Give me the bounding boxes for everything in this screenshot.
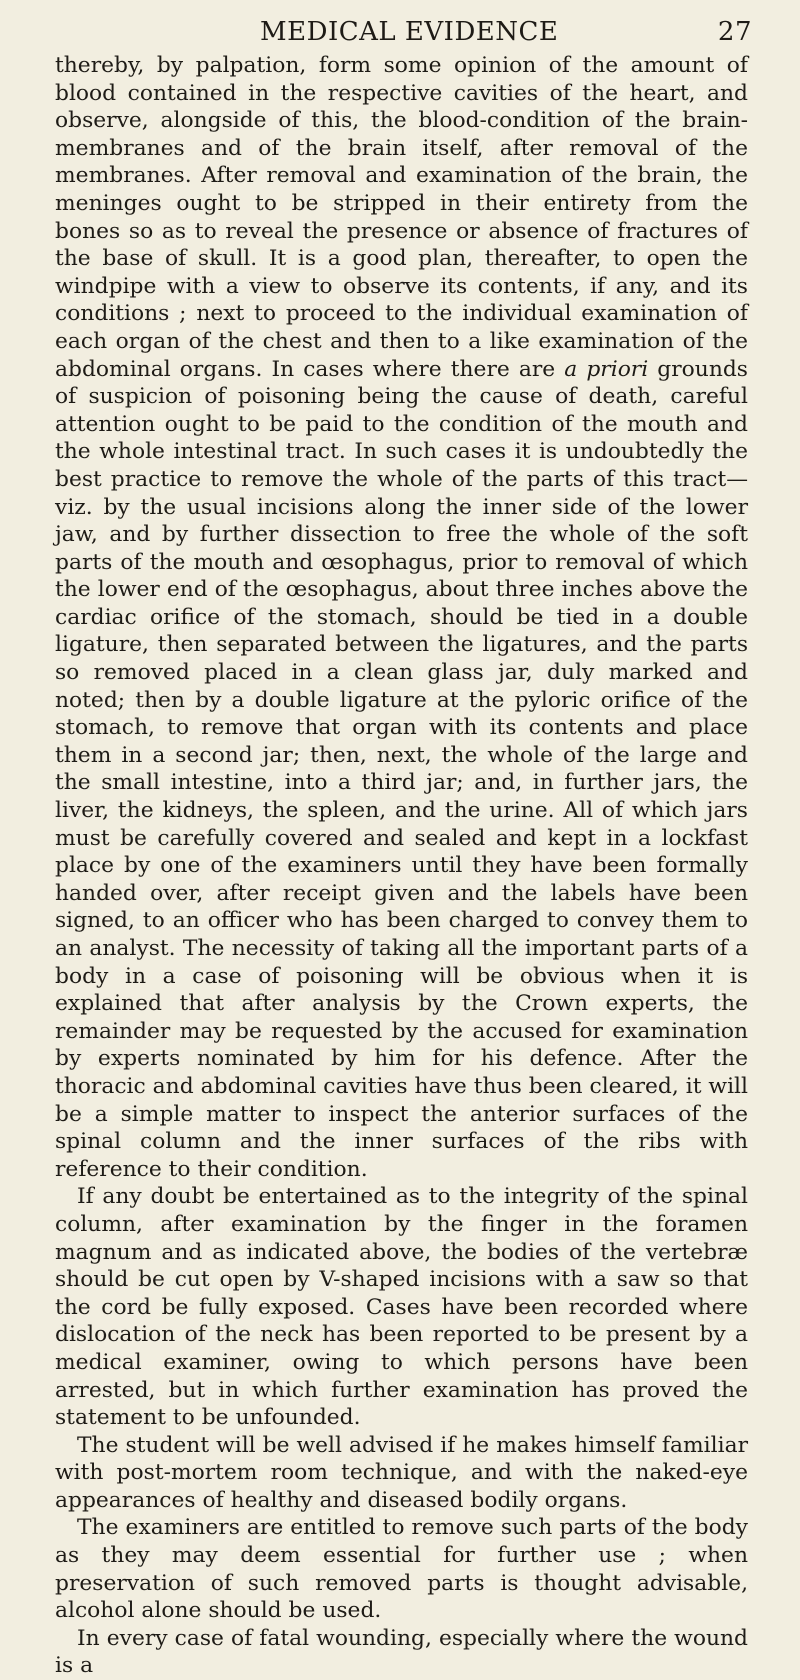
paragraph-2: If any doubt be entertained as to the integrity of the spinal column, after examination by the finger in the foramen magnum and as indicated above, the bodies of the vertebræ should be cut open by V-shaped incisions with a saw so that the cord be fully exposed. Cases have been recorded where dislocation of the neck has been reported to be present by a medical examiner, owing to which persons have been arrested, but in which further examination has proved the statement to be unfounded. xyxy=(55,1184,748,1431)
paragraph-1 xyxy=(55,52,748,1183)
running-head xyxy=(55,14,752,50)
paragraph-1-before: thereby, by palpation, form some opinion of the amount of blood contained in the respective cavities of the heart, and observe, alongside of this, the blood-condition of the brain-membranes and of the brain itself, after removal of the membranes. After removal and examination of the brain, the meninges ought to be stripped in their entirety from the bones so as to reveal the presence or absence of fractures of the base of skull. It is a good plan, thereafter, to open the windpipe with a view to observe its contents, if any, and its conditions ; next to proceed to the individual examination of each organ of the chest and then to a like examination of the abdominal organs. In cases where there are xyxy=(55,53,748,382)
paragraph-4: The examiners are entitled to remove such parts of the body as they may deem essential for further use ; when preservation of such removed parts is thought advisable, alcohol alone should be used. xyxy=(55,1515,748,1624)
paragraph-1-after: grounds of suspicion of poisoning being the cause of death, careful attention ought to be paid to the condition of the mouth and the whole intestinal tract. In such cases it is undoubtedly the best practice to remove the whole of the parts of this tract—viz. by the usual incisions along the inner side of the lower jaw, and by further dissection to free the whole of the soft parts of the mouth and œsophagus, prior to removal of which the lower end of the œsophagus, about three inches above the cardiac orifice of the stomach, should be tied in a double ligature, then separated between the ligatures, and the parts so removed placed in a clean glass jar, duly marked and noted; then by a double ligature at the pyloric orifice of the stomach, to remove that organ with its contents and place them in a second jar; then, next, the whole of the large and the small intestine, into a third jar; and, in further jars, the liver, the kidneys, the spleen, and the urine. All of which jars must be carefully covered and sealed and kept in a lockfast place by one of the examiners until they have been formally handed over, after receipt given and the labels have been signed, to an officer who has been charged to convey them to an analyst. The necessity of taking all the important parts of a body in a case of poisoning will be obvious when it is explained that after analysis by the Crown experts, the remainder may be requested by the accused for examination by experts nominated by him for his defence. After the thoracic and abdominal cavities have thus been cleared, it will be a simple matter to inspect the anterior surfaces of the spinal column and the inner surfaces of the ribs with reference to their condition. xyxy=(55,356,748,1182)
paragraph-1-italic: a priori xyxy=(564,356,649,382)
paragraph-5: In every case of fatal wounding, especially where the wound is a xyxy=(55,1625,748,1679)
body-text xyxy=(55,52,748,1680)
paragraph-3: The student will be well advised if he makes himself familiar with post-mortem room technique, and with the naked-eye appearances of healthy and diseased bodily organs. xyxy=(55,1432,748,1513)
page-number: 27 xyxy=(717,17,752,47)
running-title: MEDICAL EVIDENCE xyxy=(260,17,559,47)
